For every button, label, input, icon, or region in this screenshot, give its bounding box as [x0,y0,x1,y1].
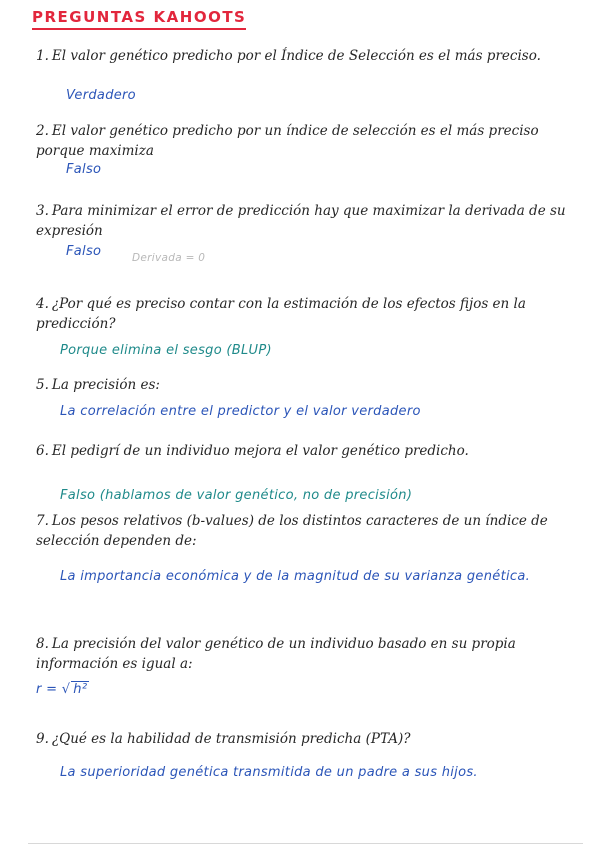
question-9 [36,729,586,749]
question-text: El valor genético predicho por un índice de selección es el más preciso porque maximiza [36,123,539,159]
question-4 [36,294,586,334]
page-bottom-divider [28,843,583,844]
answer-7: La importancia económica y de la magnitud de su varianza genética. [60,569,531,584]
question-text: El valor genético predicho por el Índice de Selección es el más preciso. [51,48,541,64]
question-7 [36,511,586,551]
answer-3-note: Derivada = 0 [132,252,206,264]
answer-1: Verdadero [66,88,136,103]
question-number: 4. [36,296,49,312]
answer-4: Porque elimina el sesgo (BLUP) [60,343,272,358]
question-number: 5. [36,377,49,393]
question-number: 6. [36,443,49,459]
answer-6: Falso (hablamos de valor genético, no de precisión) [60,488,413,503]
answer-8 [36,681,89,697]
question-text: La precisión del valor genético de un individuo basado en su propia información es igual a: [36,636,516,672]
question-text: El pedigrí de un individuo mejora el valor genético predicho. [51,443,469,459]
answer-8-prefix: r = √ [36,682,71,697]
answer-9: La superioridad genética transmitida de un padre a sus hijos. [60,765,478,780]
question-3 [36,201,586,241]
question-text: La precisión es: [51,377,160,393]
answer-2: Falso [66,162,102,177]
question-text: Para minimizar el error de predicción hay que maximizar la derivada de su expresión [36,203,566,239]
page-title: PREGUNTAS KAHOOTS [32,8,246,30]
answer-3: Falso [66,244,102,259]
question-number: 9. [36,731,49,747]
question-1 [36,46,586,66]
question-number: 2. [36,123,49,139]
question-number: 3. [36,203,49,219]
radicand: h² [73,682,88,697]
question-number: 1. [36,48,49,64]
question-5 [36,375,586,395]
question-2 [36,121,586,161]
question-8 [36,634,586,674]
question-number: 7. [36,513,49,529]
answer-5: La correlación entre el predictor y el valor verdadero [60,404,421,419]
question-number: 8. [36,636,49,652]
question-text: ¿Qué es la habilidad de transmisión predicha (PTA)? [51,731,411,747]
question-text: ¿Por qué es preciso contar con la estimación de los efectos fijos en la predicción? [36,296,526,332]
question-text: Los pesos relativos (b-values) de los distintos caracteres de un índice de selección dependen de: [36,513,548,549]
question-6 [36,441,586,461]
